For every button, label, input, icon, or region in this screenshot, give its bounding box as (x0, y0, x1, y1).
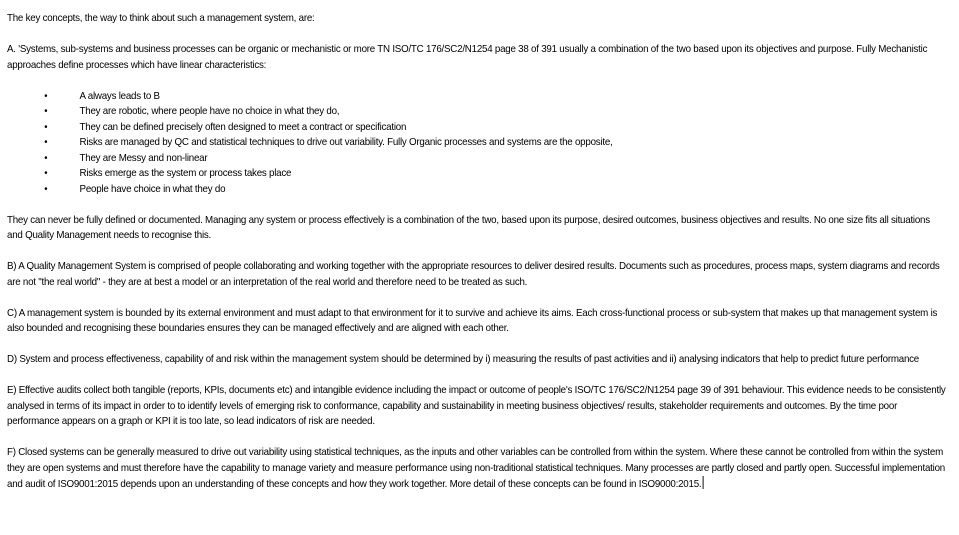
paragraph-f-container[interactable] (7, 445, 946, 493)
paragraph-b: B) A Quality Management System is comprised of people collaborating and working together with the appropriate resources to deliver desired results. Documents such as procedures, process maps, system diagrams and records are not "the real world" - they are at best a model or an interpretation of the real world and therefore need to be treated as such. (7, 260, 940, 288)
list-item-text: Risks are managed by QC and statistical techniques to drive out variability. Fully Organic processes and systems are the opposite, (79, 136, 613, 148)
list-item-text: They are robotic, where people have no choice in what they do, (79, 105, 340, 117)
list-item-text: People have choice in what they do (79, 182, 226, 195)
intro-paragraph: The key concepts, the way to think about such a management system, are: (7, 12, 315, 24)
list-item-text: A always leads to B (79, 89, 160, 102)
bullet-icon: • (44, 90, 48, 102)
paragraph-f[interactable]: F) Closed systems can be generally measured to drive out variability using statistical techniques, as the inputs and other variables can be controlled from within the system. Where these cannot be controlled from within the system they are open systems and must therefore have the capability to manage variety and measure performance using non-traditional statistical techniques. Many processes are partly closed and partly open. Successful implementation and audit of ISO9001:2015 depends upon an understanding of these concepts and how they work together. More detail of these concepts can be found in ISO9000:2015. (7, 446, 945, 490)
paragraph-a: A. 'Systems, sub-systems and business processes can be organic or mechanistic or more TN ISO/TC 176/SC2/N1254 page 38 of 391 usually a combination of the two based upon its objectives and purpose. Fully Mechanistic approaches define processes which have linear characteristics: (7, 43, 928, 71)
list-item-text: They are Messy and non-linear (79, 151, 208, 164)
paragraph-e: E) Effective audits collect both tangible (reports, KPIs, documents etc) and intangible evidence including the impact or outcome of people's ISO/TC 176/SC2/N1254 page 39 of 391 behaviour. This evidence needs to be consistently analysed in terms of its impact in order to to identify levels of emerging risk to conformance, capability and sustainability in meeting business objectives/ results, stakeholder requirements and outcomes. By the time poor performance appears on a graph or KPI it is too late, so lead indicators of risk are needed. (7, 384, 946, 427)
list-item (7, 120, 946, 136)
list-item (7, 166, 946, 182)
list-item (7, 104, 946, 120)
bullet-icon: • (44, 137, 48, 148)
list-item-text: Risks emerge as the system or process takes place (79, 167, 292, 179)
list-item-text: They can be defined precisely often designed to meet a contract or specification (79, 120, 407, 133)
list-item (7, 151, 946, 167)
paragraph-never-fully-defined: They can never be fully defined or documented. Managing any system or process effectively is a combination of the two, based upon its purpose, desired outcomes, business objectives and results. No one size fits all situations and Quality Management needs to recognise this. (7, 213, 930, 241)
text-cursor (702, 476, 703, 489)
paragraph-c: C) A management system is bounded by its external environment and must adapt to that environment for it to survive and achieve its aims. Each cross-functional process or sub-system that makes up that management system is also bounded and recognising these boundaries ensures they can be managed effectively and are aligned with each other. (7, 306, 938, 334)
bullet-list (7, 89, 946, 198)
list-item (7, 182, 946, 198)
bullet-icon: • (44, 106, 48, 117)
list-item (7, 135, 946, 151)
bullet-icon: • (44, 168, 48, 179)
paragraph-d: D) System and process effectiveness, capability of and risk within the management system should be determined by i) measuring the results of past activities and ii) analysing indicators that help to predict future performance (7, 353, 920, 365)
bullet-icon: • (44, 121, 48, 133)
bullet-icon: • (44, 152, 48, 164)
bullet-icon: • (44, 183, 48, 195)
list-item (7, 89, 946, 105)
document-body (7, 11, 946, 508)
